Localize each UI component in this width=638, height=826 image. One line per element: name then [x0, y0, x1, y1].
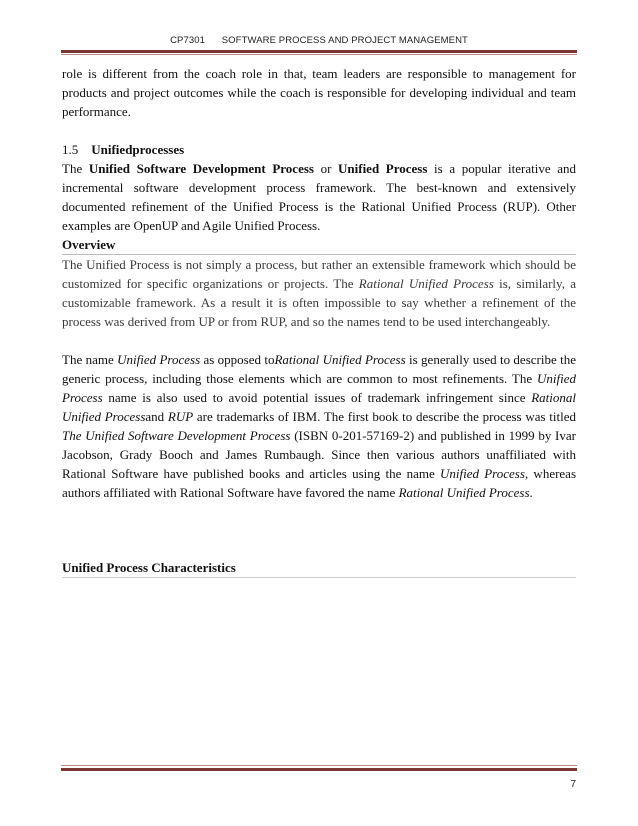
paragraph-intro: role is different from the coach role in that, team leaders are responsible to management for products and project outcomes while the coach is responsible for developing individual and team performance. — [62, 66, 576, 119]
section-title: Unifiedprocesses — [91, 142, 185, 157]
page-number: 7 — [570, 779, 576, 790]
footer-rule — [61, 768, 577, 771]
footer-rule-thin — [61, 765, 577, 766]
section-number: 1.5 — [62, 142, 79, 157]
paragraph-unified-process: The Unified Software Development Process or Unified Process is a popular iterative and incremental software development process framework. The best-known and extensively documented refinement of the Unified Process is the Rational Unified Process (RUP). Other examples are OpenUP and Agile Unified Process. — [62, 161, 576, 233]
section-heading — [62, 140, 576, 159]
paragraph-overview: The Unified Process is not simply a process, but rather an extensible framework which should be customized for specific organizations or projects. The Rational Unified Process is, similarly, a customizable framework. As a result it is often impossible to say whether a refinement of the process was derived from UP or from RUP, and so the names tend to be used interchangeably. — [62, 257, 576, 329]
paragraph-naming: The name Unified Process as opposed toRational Unified Process is generally used to describe the generic process, including those elements which are common to most refinements. The Unified Process name is also used to avoid potential issues of trademark infringement since Rational Unified Processand RUP are trademarks of IBM. The first book to describe the process was titled The Unified Software Development Process (ISBN 0-201-57169-2) and published in 1999 by Ivar Jacobson, Grady Booch and James Rumbaugh. Since then various authors unaffiliated with Rational Software have published books and articles using the name Unified Process, whereas authors affiliated with Rational Software have favored the name Rational Unified Process. — [62, 352, 577, 500]
header-rule — [61, 50, 577, 53]
course-code: CP7301 — [170, 35, 205, 46]
page-header — [0, 35, 638, 46]
page-body — [62, 64, 576, 502]
characteristics-heading: Unified Process Characteristics — [62, 558, 576, 578]
header-rule-thin — [61, 54, 577, 55]
course-title: SOFTWARE PROCESS AND PROJECT MANAGEMENT — [221, 35, 468, 46]
overview-heading: Overview — [62, 235, 576, 255]
